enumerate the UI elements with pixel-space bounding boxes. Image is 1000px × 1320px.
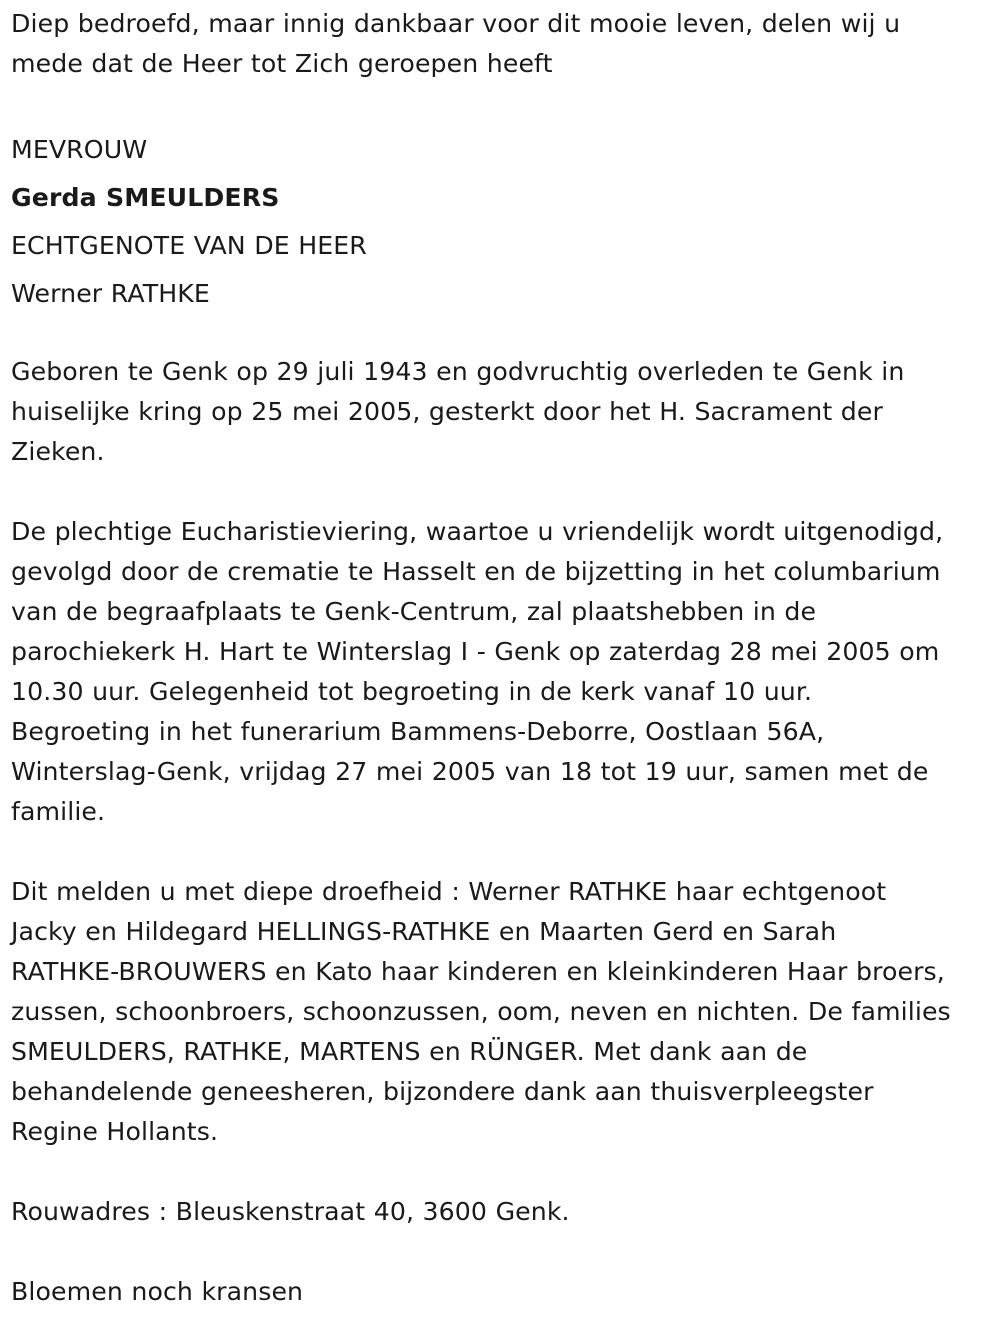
spouse-name: Werner RATHKE — [11, 279, 210, 308]
spacer — [11, 318, 993, 352]
deceased-block — [11, 126, 993, 318]
birth-death-text: Geboren te Genk op 29 juli 1943 en godvruchtig overleden te Genk in huiselijke kring op 25 mei 2005, gesterkt door het H. Sacrament der Zieken. — [11, 357, 905, 466]
spacer — [11, 84, 993, 124]
spacer — [11, 1232, 993, 1272]
spacer — [11, 832, 993, 872]
address-text: Rouwadres : Bleuskenstraat 40, 3600 Genk. — [11, 1197, 570, 1226]
spacer — [11, 1152, 993, 1192]
honorific-title: MEVROUW — [11, 135, 148, 164]
relation-label: ECHTGENOTE VAN DE HEER — [11, 231, 367, 260]
obituary-document — [11, 4, 993, 1312]
deceased-name: Gerda SMEULDERS — [11, 183, 280, 212]
ceremony-text: De plechtige Eucharistieviering, waartoe u vriendelijk wordt uitgenodigd, gevolgd door de crematie te Hasselt en de bijzetting in het columbarium van de begraafplaats te Genk-Centrum, zal plaatshebben in de parochiekerk H. Hart te Winterslag I - Genk op zaterdag 28 mei 2005 om 10.30 uur. Gelegenheid tot begroeting in de kerk vanaf 10 uur. Begroeting in het funerarium Bammens-Deborre, Oostlaan 56A, Winterslag-Genk, vrijdag 27 mei 2005 van 18 tot 19 uur, samen met de familie. — [11, 517, 944, 826]
spacer — [11, 472, 993, 512]
intro-text: Diep bedroefd, maar innig dankbaar voor dit mooie leven, delen wij u mede dat de Heer tot Zich geroepen heeft — [11, 9, 901, 78]
closing-text: Bloemen noch kransen — [11, 1277, 304, 1306]
family-text: Dit melden u met diepe droefheid : Werner RATHKE haar echtgenoot Jacky en Hildegard HELLINGS-RATHKE en Maarten Gerd en Sarah RATHKE-BROUWERS en Kato haar kinderen en kleinkinderen Haar broers, zussen, schoonbroers, schoonzussen, oom, neven en nichten. De families SMEULDERS, RATHKE, MARTENS en RÜNGER. Met dank aan de behandelende geneesheren, bijzondere dank aan thuisverpleegster Regine Hollants. — [11, 877, 951, 1146]
